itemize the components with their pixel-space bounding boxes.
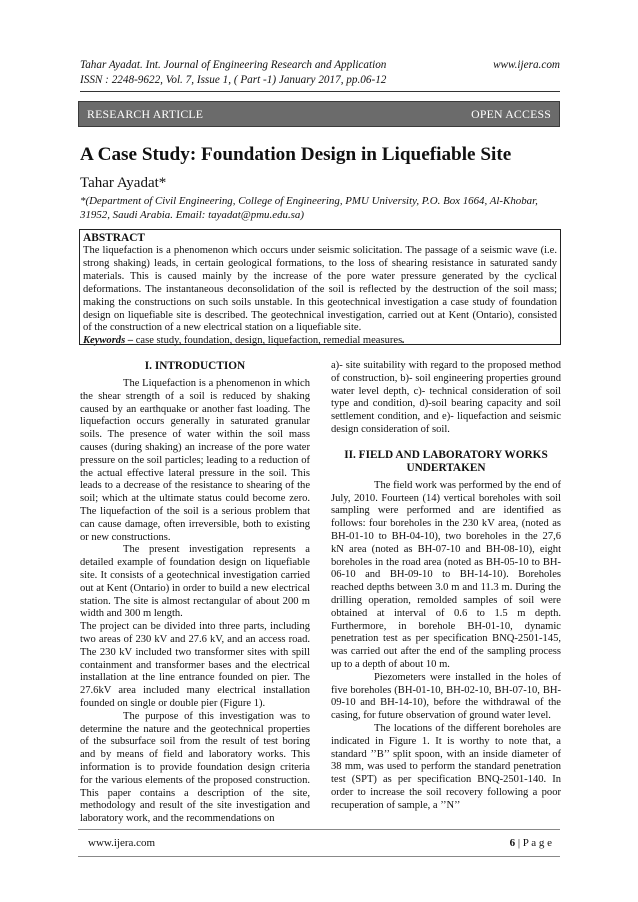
abstract-heading: ABSTRACT bbox=[83, 232, 146, 244]
section-heading-field-work: II. FIELD AND LABORATORY WORKS UNDERTAKEN bbox=[344, 448, 548, 474]
fieldwork-paragraph-3: The locations of the different boreholes are indicated in Figure 1. It is worthy to note that, a standard ’’B’’ split spoon, with an inside diameter of 38 mm, was used to perform the standard penetration test (SPT) as per specification BNQ-2501-140. In order to increase the soil recovery following a poor recuperation of sample, a ’’N’’ bbox=[331, 722, 561, 811]
journal-website[interactable]: www.ijera.com bbox=[493, 59, 560, 71]
section-heading-introduction: I. INTRODUCTION bbox=[144, 360, 246, 372]
abstract-text: The liquefaction is a phenomenon which occurs under seismic solicitation. The passage of a seismic wave (i.e. strong shaking) leads, in certain geological formations, to the loss of shearing resistance in saturated sandy materials. This is caused mainly by the increase of the pore water pressure generated by the cyclical deformations. The instantaneous deconsolidation of the soil is reflected by the destruction of the soil mass; making the constructions on such soils unstable. In this geotechnical investigation a case study of foundation design on liquefiable site is described. The geotechnical investigation, carried out at Kent (Ontario), consisted of the construction of a new electrical station on a liquefiable site. bbox=[83, 245, 557, 334]
page-suffix: | P a g e bbox=[515, 837, 552, 849]
header-rule bbox=[80, 91, 560, 92]
paper-title: A Case Study: Foundation Design in Liquefiable Site bbox=[80, 144, 512, 165]
intro-paragraph-1: The Liquefaction is a phenomenon in which the shear strength of a soil is reduced by shaking caused by an earthquake or another fast loading. The liquefaction occurs generally in saturated granular soils. The presence of water within the soil mass causes (during shaking) an increase of the pore water pressure on the soil particles; leading to a reduction of the actual effective lateral pressure in the soil. This leads to a decrease of the resistance to shearing of the soil; which at the ultimate status could become zero. The liquefaction of the soil is a serious problem that can cause damage, often irreversible, both to existing or new constructions. bbox=[80, 378, 310, 543]
keywords-text: case study, foundation, design, liquefaction, remedial measures bbox=[133, 335, 403, 347]
footer-website[interactable]: www.ijera.com bbox=[88, 837, 156, 849]
author-affiliation: *(Department of Civil Engineering, College of Engineering, PMU University, P.O. Box 1664, Al-Khobar, 31952, Saudi Arabia. Email: tayadat@pmu.edu.sa) bbox=[80, 195, 538, 222]
intro-paragraph-4: The purpose of this investigation was to determine the nature and the geotechnical properties of the subsurface soil from the result of test boring and by means of field and laboratory works. This information is to provide foundation design criteria for the various elements of the proposed construction. This paper contains a description of the site, methodology and result of the site investigation and laboratory work, and the recommendations on bbox=[80, 710, 310, 825]
issn-line: ISSN : 2248-9622, Vol. 7, Issue 1, ( Part -1) January 2017, pp.06-12 bbox=[80, 74, 387, 86]
right-column bbox=[331, 360, 561, 813]
page-number-label bbox=[510, 837, 552, 849]
fieldwork-paragraph-2: Piezometers were installed in the holes of five boreholes (BH-01-10, BH-02-10, BH-07-10, BH-09-10 and BH-14-10), before the withdrawal of the casing, for future observation of ground water level. bbox=[331, 671, 561, 722]
article-type-banner bbox=[78, 101, 560, 127]
research-article-label: RESEARCH ARTICLE bbox=[87, 106, 204, 121]
intro-paragraph-continued: a)- site suitability with regard to the proposed method of construction, b)- soil engineering properties ground water level depth, c)- technical consideration of soil type and condition, d)-soil bearing capacity and soil settlement condition, and e)- liquefaction and seismic design consideration of soil. bbox=[331, 360, 561, 435]
intro-paragraph-3: The project can be divided into three parts, including two areas of 230 kV and 27.6 kV, and an access road. The 230 kV included two transformer sites with spill containment and transformer bases and the electrical installation at the line entrance founded on pier. The 27.6kV area included many electrical installation founded on single or double pier (Figure 1). bbox=[80, 621, 310, 709]
page-number: 6 bbox=[509, 837, 516, 849]
running-header bbox=[80, 58, 560, 88]
journal-citation: Tahar Ayadat. Int. Journal of Engineering Research and Application bbox=[80, 59, 387, 71]
page-footer bbox=[78, 829, 560, 857]
open-access-label: OPEN ACCESS bbox=[471, 106, 551, 121]
intro-paragraph-2: The present investigation represents a detailed example of foundation design on liquefiable site. It consists of a geotechnical investigation carried out at Kent (Ontario) in order to build a new electrical station. The site is almost rectangular of about 200 m width and 300 m length. bbox=[80, 544, 310, 620]
keywords-end: . bbox=[402, 335, 405, 347]
left-column bbox=[80, 360, 310, 826]
author-name: Tahar Ayadat* bbox=[80, 175, 167, 191]
keywords-line bbox=[83, 335, 557, 348]
abstract-box bbox=[79, 229, 561, 345]
fieldwork-paragraph-1: The field work was performed by the end of July, 2010. Fourteen (14) vertical boreholes with soil sampling were performed and are identified as follows: four boreholes in the 230 kV area, (noted as BH-01-10 to BH-04-10), two boreholes in the 27,6 kN area (noted as BH-07-10 and BH-08-10), eight boreholes in the road area (noted as BH-05-10 to BH-06-10 and BH-09-10 to BH-14-10). Boreholes reached depths between 3.0 m and 11.3 m. During the drilling operation, remolded samples of soil were obtained at interval of 0.6 to 1.5 m depth. Furthermore, in borehole BH-01-10, dynamic penetration test as per specification BNQ-2501-145, was carried out after the end of the sampling process up to a depth of about 10 m. bbox=[331, 479, 561, 670]
keywords-label: Keywords – bbox=[83, 335, 134, 347]
